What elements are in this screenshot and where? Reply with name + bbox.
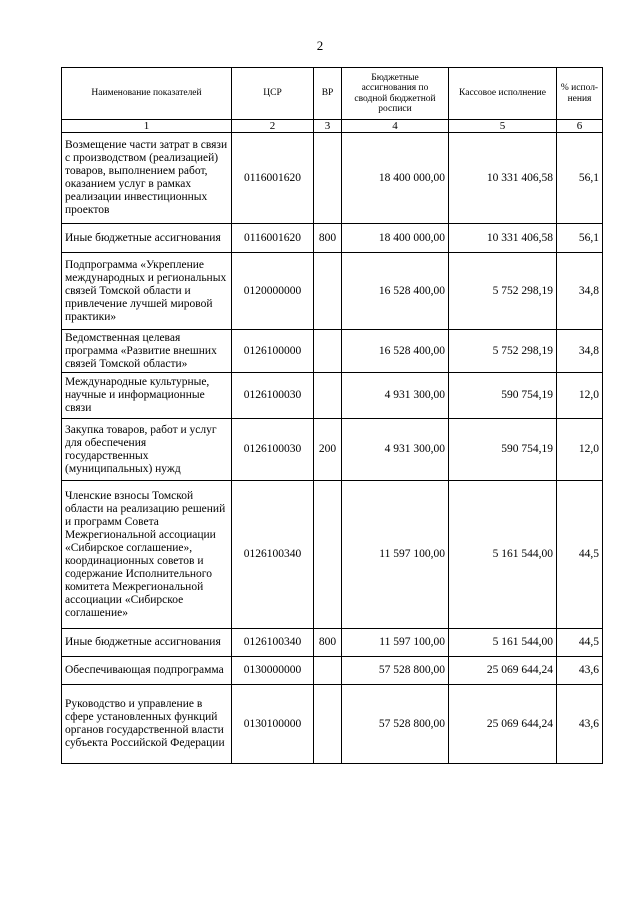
- indicator-name: Международные культурные, научные и информационные связи: [62, 373, 232, 419]
- csr-code: 0126100000: [232, 330, 314, 373]
- indicator-name: Подпрограмма «Укрепление международных и региональных связей Томской области и привлечение лучшей мировой практики»: [62, 253, 232, 330]
- allocations-value: 18 400 000,00: [342, 224, 449, 253]
- cash-value: 5 752 298,19: [449, 253, 557, 330]
- cash-value: 590 754,19: [449, 419, 557, 481]
- pct-value: 44,5: [557, 629, 603, 657]
- csr-code: 0130000000: [232, 657, 314, 685]
- column-number: 6: [557, 120, 603, 133]
- indicator-name: Возмещение части затрат в связи с производством (реализацией) товаров, выполнением работ, оказанием услуг в рамках реализации инвестиционных проектов: [62, 133, 232, 224]
- allocations-value: 16 528 400,00: [342, 253, 449, 330]
- pct-value: 56,1: [557, 133, 603, 224]
- vr-code: [314, 253, 342, 330]
- cash-value: 25 069 644,24: [449, 657, 557, 685]
- budget-table: [61, 67, 603, 764]
- allocations-value: 16 528 400,00: [342, 330, 449, 373]
- pct-value: 44,5: [557, 481, 603, 629]
- pct-value: 12,0: [557, 373, 603, 419]
- cash-value: 10 331 406,58: [449, 224, 557, 253]
- column-number: 3: [314, 120, 342, 133]
- indicator-name: Обеспечивающая подпрограмма: [62, 657, 232, 685]
- pct-value: 56,1: [557, 224, 603, 253]
- vr-code: [314, 657, 342, 685]
- table-row: [62, 481, 603, 629]
- table-row: [62, 253, 603, 330]
- cash-value: 590 754,19: [449, 373, 557, 419]
- csr-code: 0126100030: [232, 419, 314, 481]
- column-number: 5: [449, 120, 557, 133]
- table-row: [62, 419, 603, 481]
- table-row: [62, 133, 603, 224]
- indicator-name: Ведомственная целевая программа «Развитие внешних связей Томской области»: [62, 330, 232, 373]
- column-number: 4: [342, 120, 449, 133]
- allocations-value: 4 931 300,00: [342, 373, 449, 419]
- column-number: 1: [62, 120, 232, 133]
- csr-code: 0120000000: [232, 253, 314, 330]
- cash-value: 10 331 406,58: [449, 133, 557, 224]
- pct-value: 34,8: [557, 330, 603, 373]
- cash-value: 5 752 298,19: [449, 330, 557, 373]
- csr-code: 0126100030: [232, 373, 314, 419]
- cash-value: 25 069 644,24: [449, 685, 557, 764]
- column-number-row: [62, 120, 603, 133]
- csr-code: 0126100340: [232, 481, 314, 629]
- header-allocations: Бюджетные ассигнования по сводной бюджетной росписи: [342, 68, 449, 120]
- allocations-value: 57 528 800,00: [342, 685, 449, 764]
- indicator-name: Иные бюджетные ассигнования: [62, 629, 232, 657]
- csr-code: 0116001620: [232, 224, 314, 253]
- indicator-name: Членские взносы Томской области на реализацию решений и программ Совета Межрегиональной ассоциации «Сибирское соглашение», координационных советов и содержание Исполнительного комитета Межрегиональной ассоциации «Сибирское соглашение»: [62, 481, 232, 629]
- pct-value: 43,6: [557, 657, 603, 685]
- allocations-value: 11 597 100,00: [342, 481, 449, 629]
- allocations-value: 4 931 300,00: [342, 419, 449, 481]
- csr-code: 0116001620: [232, 133, 314, 224]
- header-csr: ЦСР: [232, 68, 314, 120]
- vr-code: [314, 373, 342, 419]
- header-vr: ВР: [314, 68, 342, 120]
- allocations-value: 11 597 100,00: [342, 629, 449, 657]
- table-row: [62, 685, 603, 764]
- csr-code: 0130100000: [232, 685, 314, 764]
- allocations-value: 57 528 800,00: [342, 657, 449, 685]
- indicator-name: Руководство и управление в сфере установленных функций органов государственной власти субъекта Российской Федерации: [62, 685, 232, 764]
- vr-code: [314, 330, 342, 373]
- header-row: [62, 68, 603, 120]
- column-number: 2: [232, 120, 314, 133]
- header-pct: % испол-нения: [557, 68, 603, 120]
- pct-value: 34,8: [557, 253, 603, 330]
- table-row: [62, 373, 603, 419]
- cash-value: 5 161 544,00: [449, 629, 557, 657]
- vr-code: [314, 133, 342, 224]
- csr-code: 0126100340: [232, 629, 314, 657]
- vr-code: [314, 481, 342, 629]
- table-row: [62, 330, 603, 373]
- vr-code: [314, 685, 342, 764]
- pct-value: 43,6: [557, 685, 603, 764]
- header-name: Наименование показателей: [62, 68, 232, 120]
- cash-value: 5 161 544,00: [449, 481, 557, 629]
- vr-code: 800: [314, 629, 342, 657]
- table-row: [62, 657, 603, 685]
- vr-code: 200: [314, 419, 342, 481]
- page-number: 2: [316, 38, 324, 53]
- indicator-name: Закупка товаров, работ и услуг для обеспечения государственных (муниципальных) нужд: [62, 419, 232, 481]
- indicator-name: Иные бюджетные ассигнования: [62, 224, 232, 253]
- allocations-value: 18 400 000,00: [342, 133, 449, 224]
- vr-code: 800: [314, 224, 342, 253]
- table-row: [62, 629, 603, 657]
- header-cash: Кассовое исполнение: [449, 68, 557, 120]
- pct-value: 12,0: [557, 419, 603, 481]
- table-row: [62, 224, 603, 253]
